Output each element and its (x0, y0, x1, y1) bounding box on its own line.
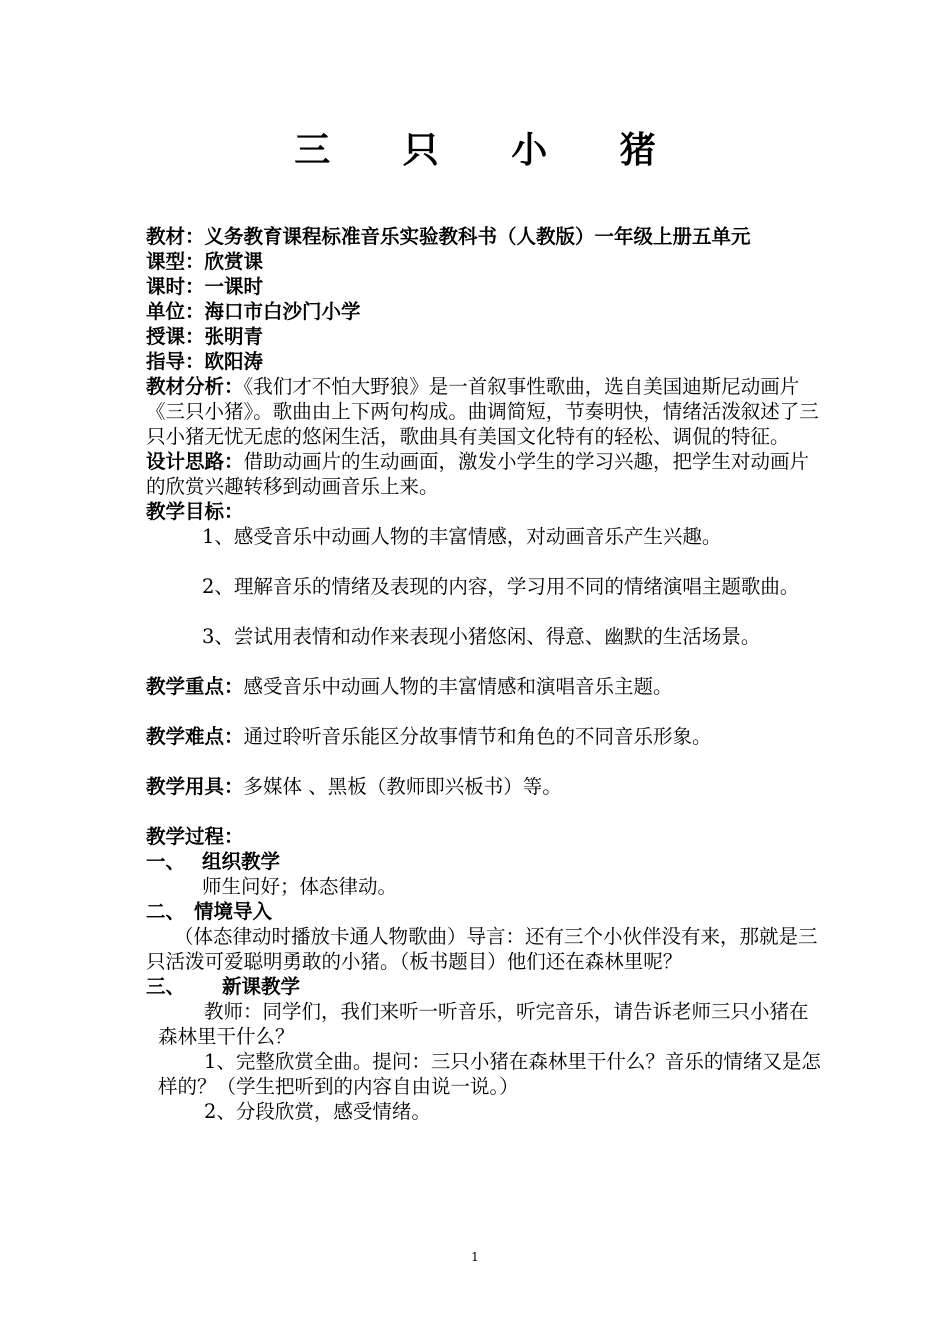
key-point-line (146, 674, 826, 699)
goals-heading: 教学目标： (146, 500, 244, 523)
analysis-text: 《我们才不怕大野狼》是一首叙事性歌曲，选自美国迪斯尼动画片《三只小猪》。歌曲由上下两句构成。曲调简短，节奏明快，情绪活泼叙述了三只小猪无忧无虑的悠闲生活，歌曲具有美国文化特有的轻松、调侃的特征。 (146, 375, 819, 448)
goal-item: 2、理解音乐的情绪及表现的内容，学习用不同的情绪演唱主题歌曲。 (202, 575, 800, 598)
unit-label: 单位： (146, 300, 205, 323)
teacher-line (146, 324, 826, 349)
section-heading (146, 974, 826, 999)
section-title: 新课教学 (222, 975, 301, 998)
section-title: 情境导入 (194, 900, 273, 923)
unit-value: 海口市白沙门小学 (204, 300, 361, 323)
analysis-label: 教材分析： (146, 375, 244, 398)
hours-value: 一课时 (204, 275, 264, 298)
key-point-label: 教学重点： (146, 675, 244, 698)
guide-value: 欧阳涛 (204, 350, 264, 373)
design-paragraph (146, 449, 826, 499)
page-number: 1 (471, 1250, 479, 1264)
textbook-value: 义务教育课程标准音乐实验教科书（人教版）一年级上册五单元 (204, 225, 751, 248)
section-number: 二、 (146, 900, 186, 923)
key-point-text: 感受音乐中动画人物的丰富情感和演唱音乐主题。 (243, 675, 673, 698)
tools-label: 教学用具： (146, 775, 244, 798)
goal-item: 3、尝试用表情和动作来表现小猪悠闲、得意、幽默的生活场景。 (202, 625, 761, 648)
design-label: 设计思路： (146, 450, 244, 473)
type-line (146, 249, 826, 274)
page-title: 三 只 小 猪 (294, 129, 686, 171)
document-body (146, 224, 826, 1124)
teacher-label: 授课： (146, 325, 205, 348)
type-label: 课型： (146, 250, 205, 273)
teacher-value: 张明青 (204, 325, 264, 348)
difficulty-line (146, 724, 826, 749)
guide-line (146, 349, 826, 374)
textbook-label: 教材： (146, 225, 205, 248)
section-heading (146, 849, 826, 874)
unit-line (146, 299, 826, 324)
type-value: 欣赏课 (204, 250, 264, 273)
difficulty-text: 通过聆听音乐能区分故事情节和角色的不同音乐形象。 (243, 725, 712, 748)
difficulty-label: 教学难点： (146, 725, 244, 748)
section-heading (146, 899, 826, 924)
section-text: 师生问好；体态律动。 (202, 875, 398, 898)
tools-text: 多媒体 、黑板（教师即兴板书）等。 (243, 775, 562, 798)
hours-label: 课时： (146, 275, 205, 298)
analysis-paragraph (146, 374, 826, 449)
section-text: 教师：同学们，我们来听一听音乐，听完音乐，请告诉老师三只小猪在森林里干什么？ (158, 1000, 809, 1048)
tools-line (146, 774, 826, 799)
design-text: 借助动画片的生动画面，激发小学生的学习兴趣，把学生对动画片的欣赏兴趣转移到动画音乐上来。 (146, 450, 810, 498)
section-text: 2、分段欣赏，感受情绪。 (204, 1100, 431, 1123)
section-text: 1、完整欣赏全曲。提问：三只小猪在森林里干什么？音乐的情绪又是怎样的？（学生把听到的内容自由说一说。） (158, 1050, 821, 1098)
section-text: （体态律动时播放卡通人物歌曲）导言：还有三个小伙伴没有来，那就是三只活泼可爱聪明勇敢的小猪。（板书题目）他们还在森林里呢？ (146, 925, 818, 973)
section-number: 三、 (146, 975, 186, 998)
hours-line (146, 274, 826, 299)
process-heading: 教学过程： (146, 825, 244, 848)
section-number: 一、 (146, 850, 186, 873)
guide-label: 指导： (146, 350, 205, 373)
section-title: 组织教学 (202, 850, 281, 873)
textbook-line (146, 224, 826, 249)
goal-item: 1、感受音乐中动画人物的丰富情感，对动画音乐产生兴趣。 (202, 525, 722, 548)
